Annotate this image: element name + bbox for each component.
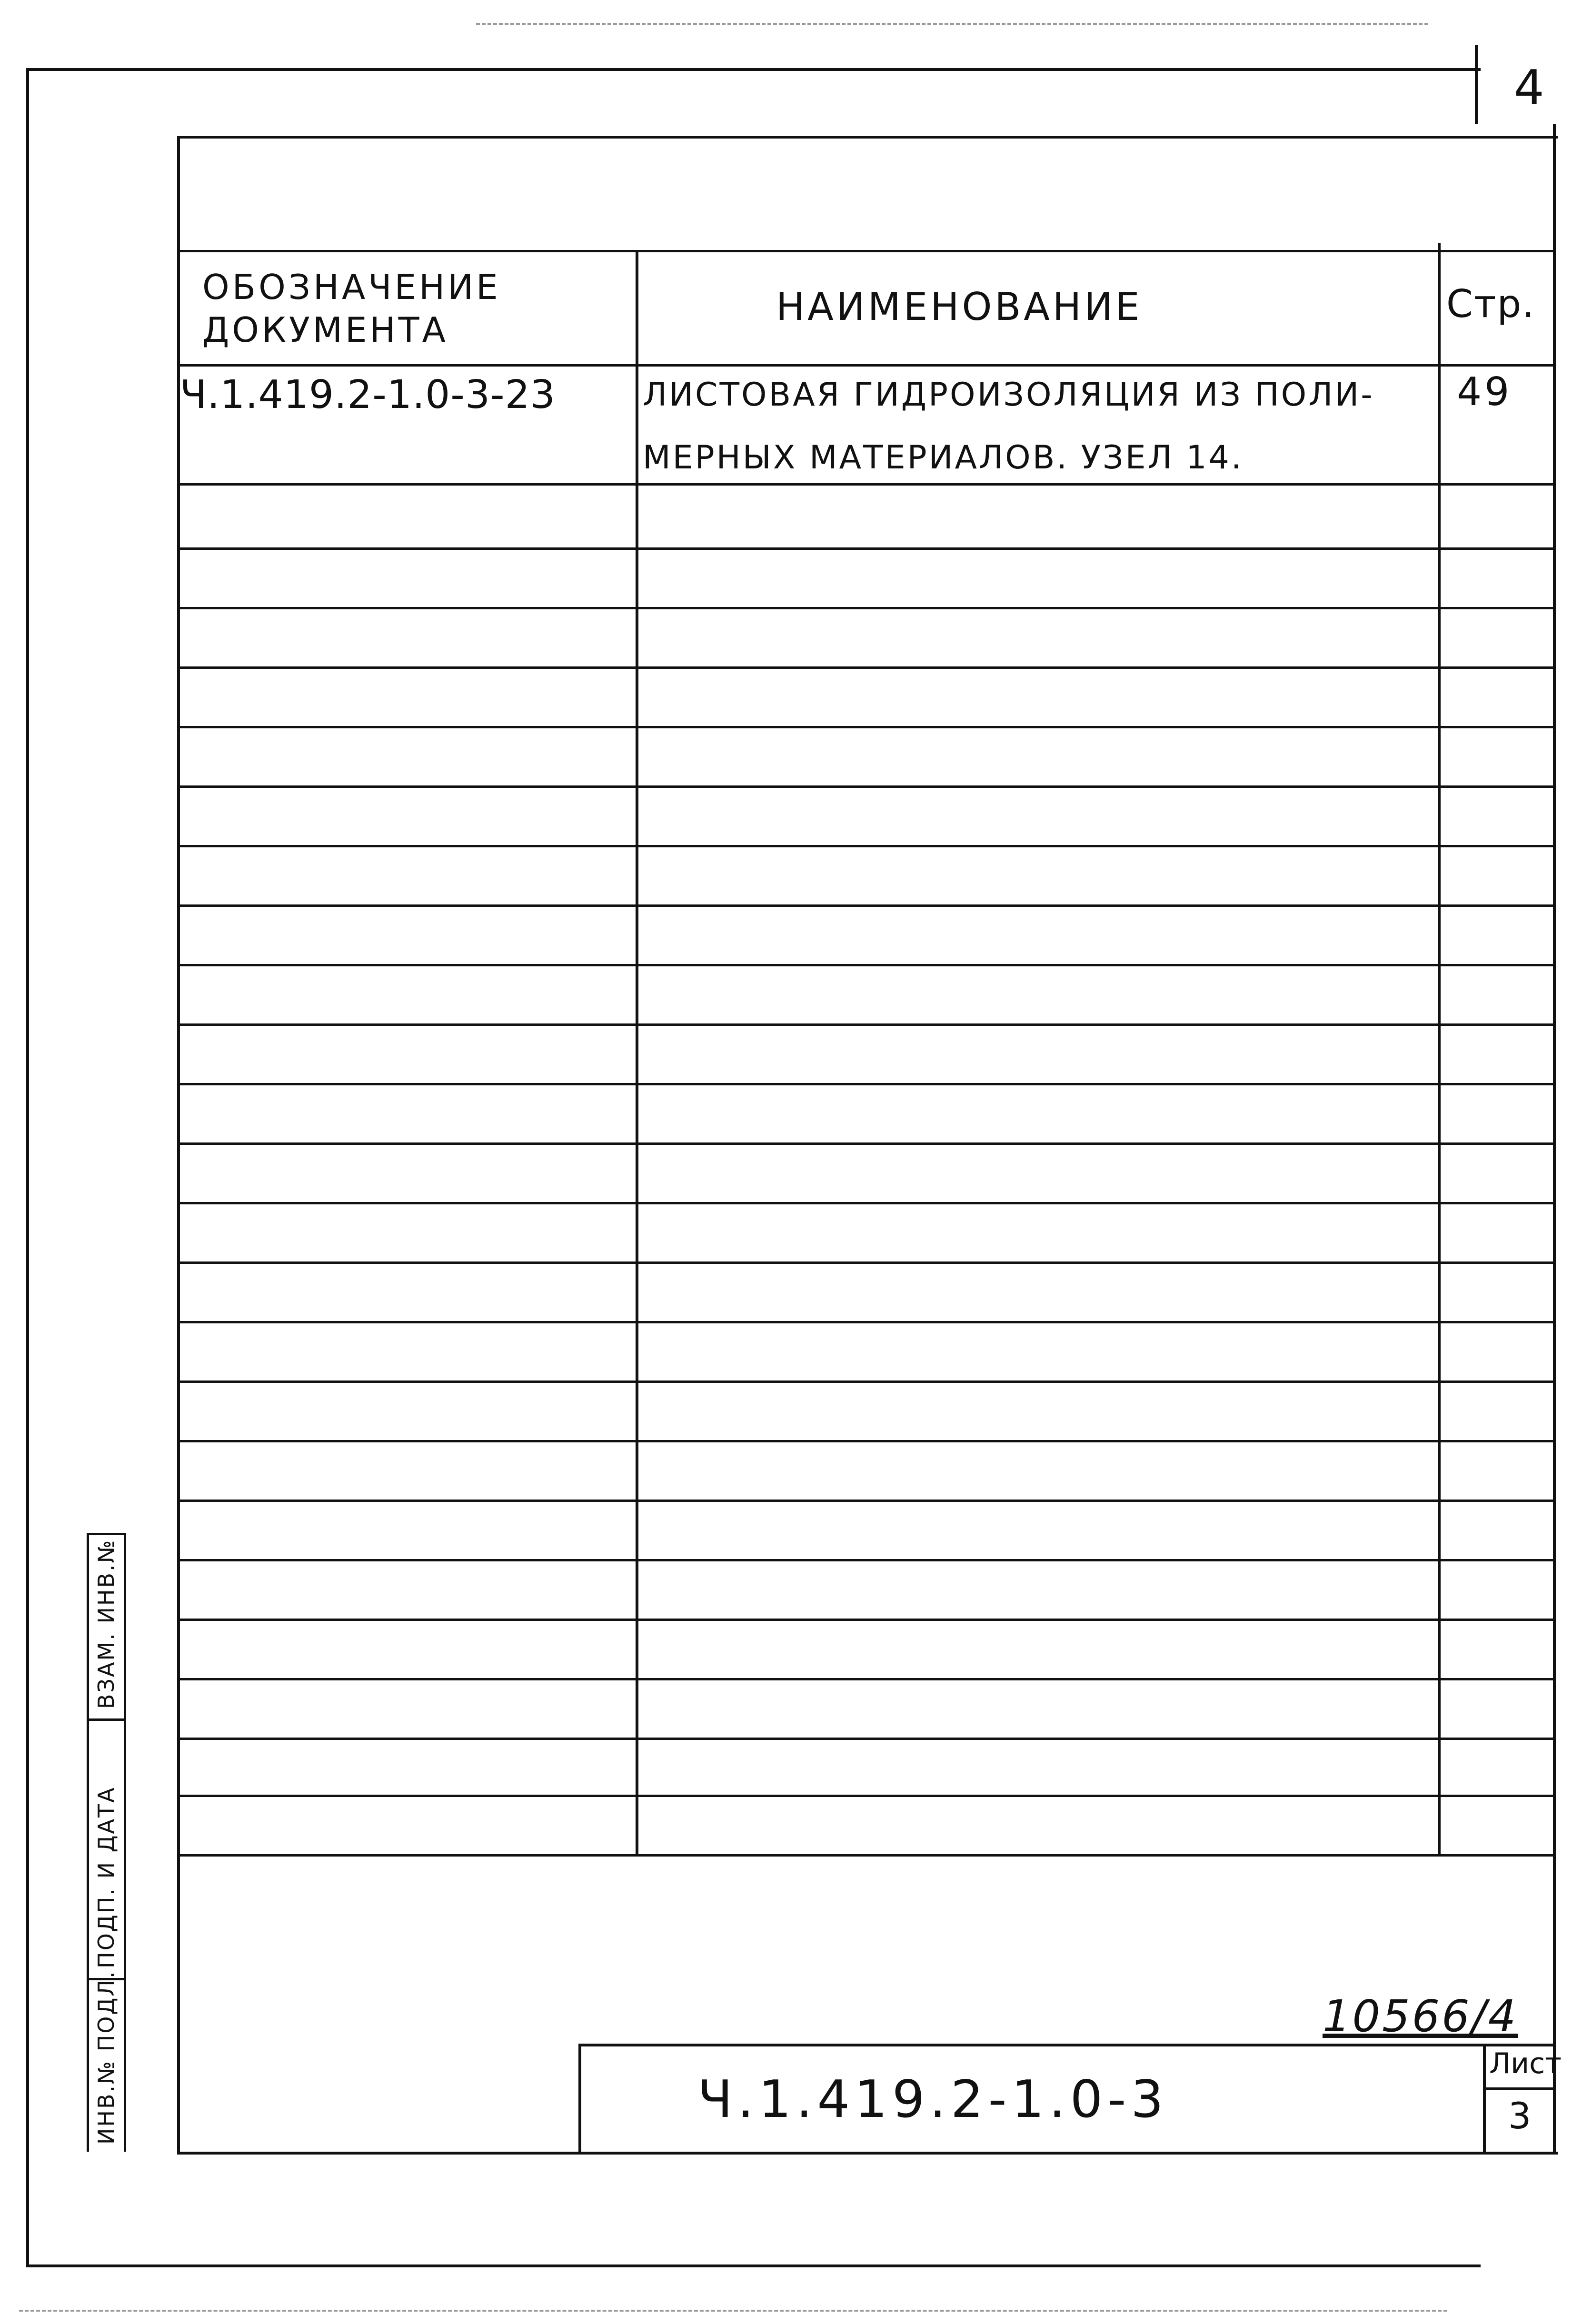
table-row-line [177,785,1553,788]
header-designation-line: ОБОЗНАЧЕНИЕ ДОКУМЕНТА [202,267,501,350]
scan-artifact-top [476,23,1428,25]
table-row-line [177,547,1553,550]
row-name-line1: ЛИСТОВАЯ ГИДРОИЗОЛЯЦИЯ ИЗ ПОЛИ- [643,376,1374,414]
header-page: Стр. [1446,282,1535,326]
table-row-line [177,1738,1553,1740]
table-row-line [177,1619,1553,1621]
page-number: 4 [1514,60,1547,115]
stamp-replaced-inv: ВЗАМ. ИНВ.№ [93,1539,119,1709]
table-row-line [177,1321,1553,1323]
table-row-line [177,1202,1553,1204]
table-row-line [177,666,1553,669]
sheet-label: Лист [1489,2047,1562,2080]
table-row-line [177,1380,1553,1383]
archive-number: 10566/4 [1323,1991,1518,2042]
table-row-line [177,1559,1553,1561]
table-row-line [177,1142,1553,1145]
document-code: Ч.1.419.2-1.0-3 [697,2070,1169,2129]
table-row-line [177,1083,1553,1085]
table-row-line [177,726,1553,728]
table-col-divider [636,250,638,1854]
table-row-line [177,1500,1553,1502]
header-name: НАИМЕНОВАНИЕ [776,285,1143,329]
sheet-number: 3 [1508,2095,1534,2137]
table-row-line [177,904,1553,907]
row-designation: Ч.1.419.2-1.0-3-23 [180,372,556,417]
table-row-line [177,1854,1553,1857]
table-row-line [177,1678,1553,1680]
table-row-line [177,1023,1553,1026]
scan-artifact-bottom [19,2310,1447,2312]
stamp-inv-orig: ИНВ.№ ПОДЛ. [93,1970,119,2145]
row-name-line2: МЕРНЫХ МАТЕРИАЛОВ. УЗЕЛ 14. [643,439,1244,477]
table-row-line [177,1795,1553,1797]
table-row-line [177,845,1553,847]
table-row-line [177,607,1553,609]
stamp-sign-date: ПОДП. И ДАТА [93,1786,119,1968]
table-row-line [177,483,1553,486]
row-page: 49 [1457,369,1512,415]
table-row-line [177,1261,1553,1264]
table-row-line [177,1440,1553,1442]
table-row-line [177,964,1553,966]
